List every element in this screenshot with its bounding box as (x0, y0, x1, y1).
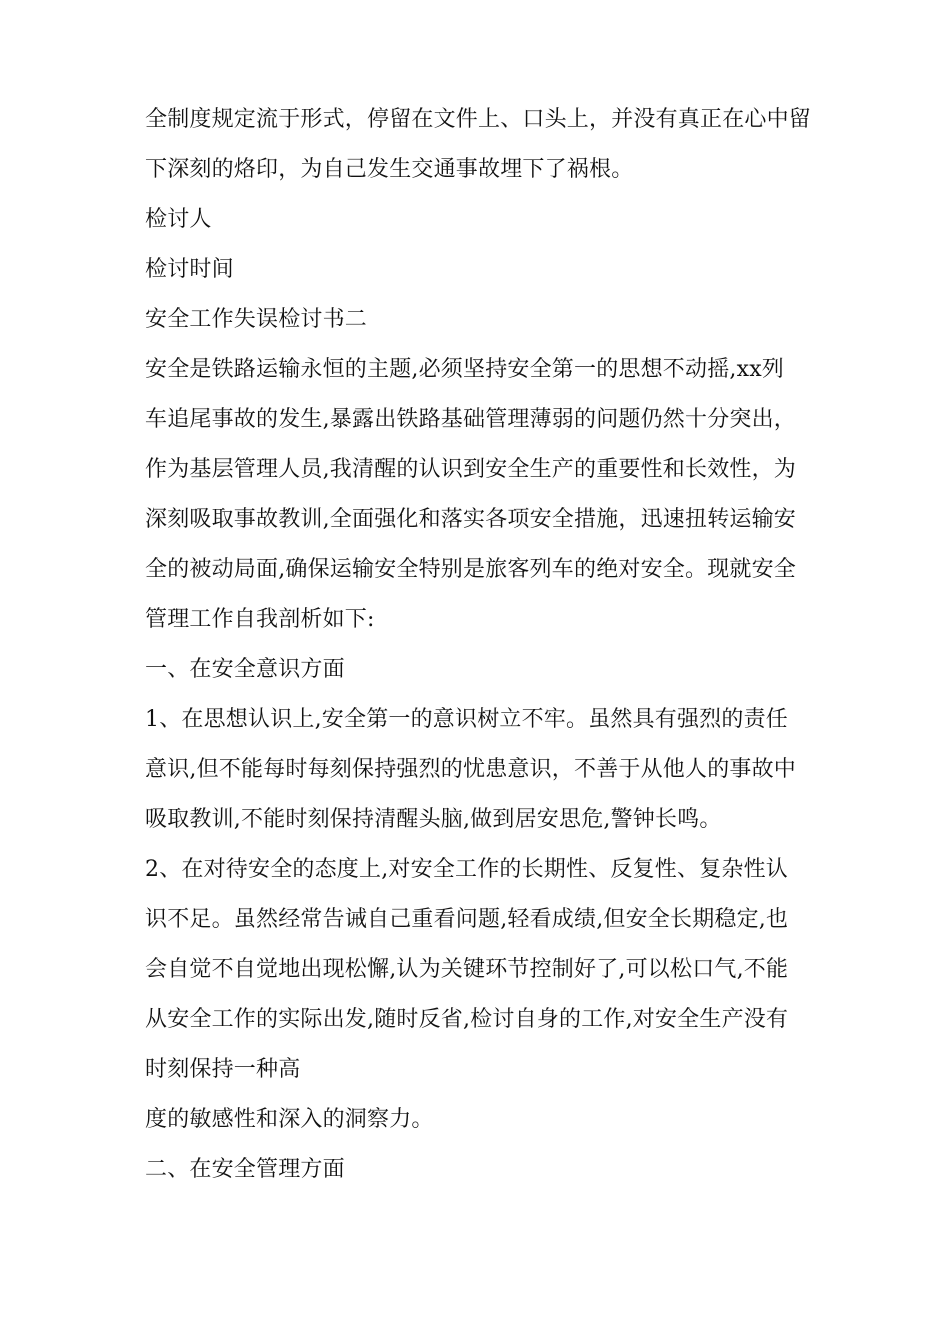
text-line: 下深刻的烙印，为自己发生交通事故埋下了祸根。 (145, 157, 634, 182)
text-line: 吸取教训,不能时刻保持清醒头脑,做到居安思危,警钟长鸣。 (145, 807, 722, 832)
text-line: 全的被动局面,确保运输安全特别是旅客列车的绝对安全。现就安全 (145, 557, 796, 582)
text-line: 时刻保持一种高 (145, 1057, 301, 1082)
text-line: 车追尾事故的发生,暴露出铁路基础管理薄弱的问题仍然十分突出， (145, 407, 796, 432)
text-line: 作为基层管理人员,我清醒的认识到安全生产的重要性和长效性，为 (145, 457, 796, 482)
text-line: 从安全工作的实际出发,随时反省,检讨自身的工作,对安全生产没有 (145, 1007, 789, 1032)
text-line: 识不足。虽然经常告诫自己重看问题,轻看成绩,但安全长期稳定,也 (145, 907, 789, 932)
text-line: 意识,但不能每时每刻保持强烈的忧患意识，不善于从他人的事故中 (145, 757, 796, 782)
heading-2: 二、在安全管理方面 (145, 1157, 345, 1182)
text-line: 安全是铁路运输永恒的主题,必须坚持安全第一的思想不动摇,xx列 (145, 357, 785, 382)
text-line: 全制度规定流于形式，停留在文件上、口头上，并没有真正在心中留 (145, 107, 812, 132)
heading-1: 一、在安全意识方面 (145, 657, 345, 682)
text-line: 1、在思想认识上,安全第一的意识树立不牢。虽然具有强烈的责任 (145, 707, 788, 732)
text-line: 度的敏感性和深入的洞察力。 (145, 1107, 434, 1132)
signature-label: 检讨人 (145, 207, 212, 232)
text-line: 2、在对待安全的态度上,对安全工作的长期性、反复性、复杂性认 (145, 857, 788, 882)
text-line: 管理工作自我剖析如下: (145, 607, 375, 632)
section-title: 安全工作失误检讨书二 (145, 307, 368, 332)
date-label: 检讨时间 (145, 257, 234, 282)
text-line: 会自觉不自觉地出现松懈,认为关键环节控制好了,可以松口气,不能 (145, 957, 789, 982)
text-line: 深刻吸取事故教训,全面强化和落实各项安全措施，迅速扭转运输安 (145, 507, 796, 532)
